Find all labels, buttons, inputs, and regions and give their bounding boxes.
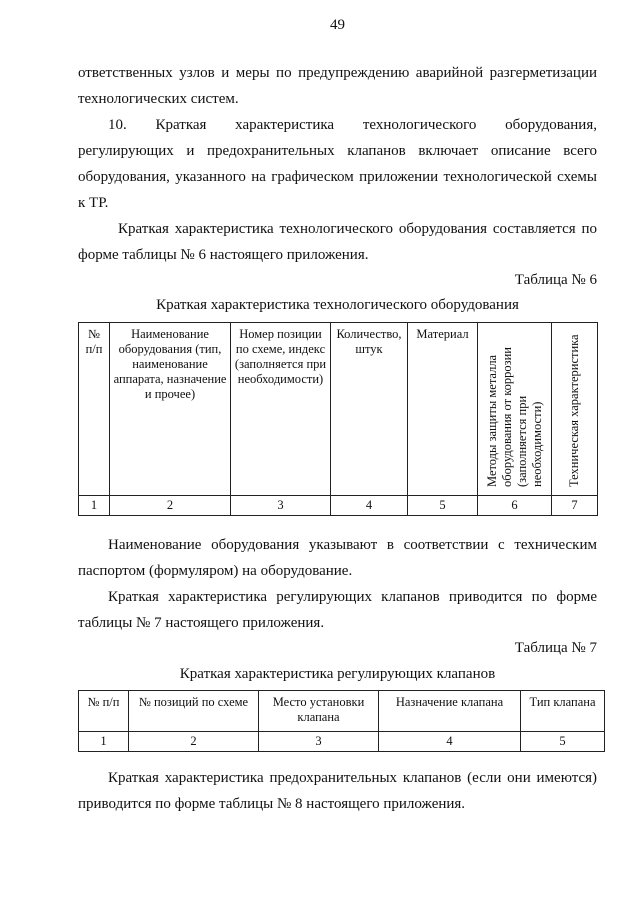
cell: 5 <box>408 496 478 516</box>
cell: 1 <box>79 496 110 516</box>
cell: 6 <box>478 496 552 516</box>
header-cell: № позиций по схеме <box>129 691 259 732</box>
cell: 2 <box>110 496 231 516</box>
header-cell: № п/п <box>79 691 129 732</box>
text-line: форме таблицы № 6 настоящего приложения. <box>78 247 369 263</box>
cell: 1 <box>79 732 129 752</box>
cell: 7 <box>552 496 598 516</box>
text-line: ответственных узлов и меры по предупреждению аварийной разгерметизации <box>78 65 597 81</box>
cell: 3 <box>259 732 379 752</box>
cell: 4 <box>331 496 408 516</box>
text-line: оборудования, указанного на графическом приложении технологической схемы <box>78 169 597 185</box>
text-line: таблицы № 7 настоящего приложения. <box>78 615 325 631</box>
header-cell: № п/п <box>79 323 110 496</box>
text-line: Краткая характеристика предохранительных клапанов (если они имеются) <box>108 770 597 786</box>
text-line: приводится по форме таблицы № 8 настоящего приложения. <box>78 796 466 812</box>
cell: 4 <box>379 732 521 752</box>
header-cell: Количество, штук <box>331 323 408 496</box>
table-row <box>79 496 598 516</box>
header-cell: Методы защиты металла оборудования от коррозии (заполняется при необходимости) <box>484 347 544 487</box>
header-cell: Назначение клапана <box>379 691 521 732</box>
header-cell: Номер позиции по схеме, индекс (заполняется при необходимости) <box>231 323 331 496</box>
cell: 2 <box>129 732 259 752</box>
text-line: технологических систем. <box>78 91 239 107</box>
table-caption: Краткая характеристика технологического оборудования <box>156 297 519 313</box>
header-cell: Место установки клапана <box>259 691 379 732</box>
header-cell: Наименование оборудования (тип, наименование аппарата, назначение и прочее) <box>110 323 231 496</box>
cell: 5 <box>521 732 605 752</box>
text-line: 10. Краткая характеристика технологического оборудования, <box>108 117 597 133</box>
text-line: к ТР. <box>78 195 109 211</box>
header-cell: Материал <box>408 323 478 496</box>
header-cell: Тип клапана <box>521 691 605 732</box>
table-caption: Краткая характеристика регулирующих клапанов <box>179 666 496 682</box>
table-header-row <box>79 691 605 732</box>
valves-table <box>78 690 605 752</box>
text-line: Краткая характеристика регулирующих клапанов приводится по форме <box>108 589 597 605</box>
page-number: 49 <box>330 17 345 33</box>
text-line: Наименование оборудования указывают в соответствии с техническим <box>108 537 597 553</box>
equipment-table <box>78 322 598 516</box>
header-cell: Техническая характеристика <box>567 334 581 487</box>
text-line: регулирующих и предохранительных клапанов включает описание всего <box>78 143 597 159</box>
text-line: паспортом (формуляром) на оборудование. <box>78 563 353 579</box>
table-label: Таблица № 6 <box>514 272 597 288</box>
table-label: Таблица № 7 <box>514 640 597 656</box>
cell: 3 <box>231 496 331 516</box>
table-header-row <box>79 323 598 496</box>
table-row <box>79 732 605 752</box>
text-line: Краткая характеристика технологического оборудования составляется по <box>118 221 597 237</box>
